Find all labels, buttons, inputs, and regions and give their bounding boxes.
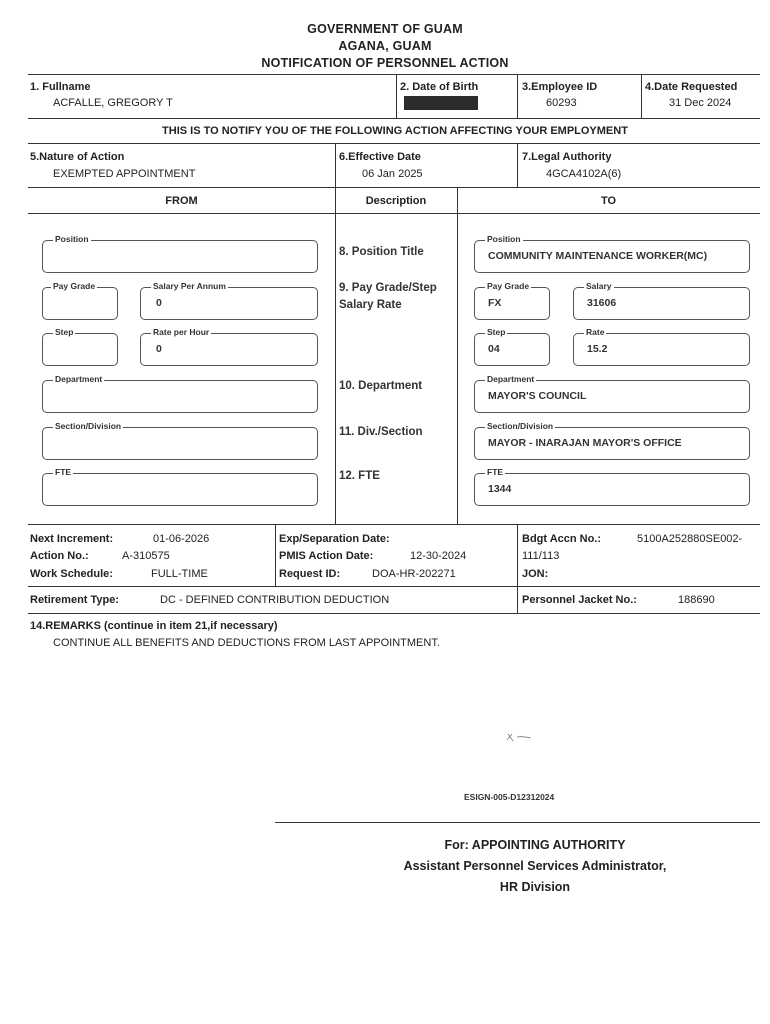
- appointing-authority: For: APPOINTING AUTHORITY: [444, 838, 626, 852]
- authority-division: HR Division: [499, 880, 571, 894]
- divider: [335, 187, 336, 524]
- fullname-label: 1. Fullname: [30, 81, 91, 93]
- work-schedule-value: FULL-TIME: [151, 568, 208, 580]
- divider: [28, 524, 760, 525]
- from-step-field: [42, 327, 118, 366]
- to-step-field: [474, 327, 550, 366]
- to-department-legend: Department: [487, 374, 535, 384]
- notify-banner: THIS IS TO NOTIFY YOU OF THE FOLLOWING ACTION AFFECTING YOUR EMPLOYMENT: [162, 125, 628, 137]
- divider: [28, 586, 760, 587]
- signature-mark: [505, 728, 535, 746]
- from-rate-legend: Rate per Hour: [153, 327, 210, 337]
- signature-line: [275, 822, 760, 823]
- to-salary-value: 31606: [587, 297, 617, 309]
- next-increment-label: Next Increment:: [30, 533, 114, 545]
- date-requested-value: 31 Dec 2024: [669, 97, 732, 109]
- divider: [28, 118, 760, 119]
- desc-pay-grade-step: 9. Pay Grade/Step: [339, 282, 437, 294]
- to-pay-grade-field: [474, 281, 550, 320]
- to-pay-grade-legend: Pay Grade: [487, 281, 530, 291]
- to-salary-field: [573, 281, 750, 320]
- dob-redaction: [404, 96, 478, 110]
- divider: [457, 187, 458, 524]
- jon-label: JON:: [522, 568, 549, 580]
- remarks-text: CONTINUE ALL BENEFITS AND DEDUCTIONS FROM LAST APPOINTMENT.: [53, 637, 440, 649]
- to-rate-legend: Rate: [586, 327, 605, 337]
- request-id-value: DOA-HR-202271: [372, 568, 456, 580]
- from-department-field: [42, 374, 318, 413]
- from-heading: FROM: [165, 195, 198, 207]
- agency-location: AGANA, GUAM: [338, 39, 432, 53]
- retirement-type-value: DC - DEFINED CONTRIBUTION DEDUCTION: [160, 594, 390, 606]
- from-position-legend: Position: [55, 234, 89, 244]
- divider: [517, 74, 518, 118]
- fullname-value: ACFALLE, GREGORY T: [53, 97, 173, 109]
- authority-title: Assistant Personnel Services Administrator,: [403, 859, 667, 873]
- divider: [28, 187, 760, 188]
- to-section-value: MAYOR - INARAJAN MAYOR'S OFFICE: [488, 437, 682, 449]
- legal-authority-value: 4GCA4102A(6): [546, 168, 622, 180]
- from-pay-grade-legend: Pay Grade: [53, 281, 96, 291]
- bdgt-accn-label: Bdgt Accn No.:: [522, 533, 602, 545]
- desc-position-title: 8. Position Title: [339, 246, 424, 258]
- pmis-action-date-value: 12-30-2024: [410, 550, 467, 562]
- next-increment-value: 01-06-2026: [153, 533, 210, 545]
- to-position-field: [474, 234, 750, 273]
- divider: [641, 74, 642, 118]
- from-section-field: [42, 421, 318, 460]
- divider: [396, 74, 397, 118]
- from-rate-field: [140, 327, 318, 366]
- to-salary-legend: Salary: [586, 281, 612, 291]
- divider: [28, 213, 760, 214]
- bdgt-accn-value: 5100A252880SE002-: [637, 533, 743, 545]
- to-position-value: COMMUNITY MAINTENANCE WORKER(MC): [488, 250, 708, 262]
- to-rate-value: 15.2: [587, 343, 608, 355]
- action-no-label: Action No.:: [30, 550, 89, 562]
- to-fte-field: [474, 467, 750, 506]
- nature-of-action-label: 5.Nature of Action: [30, 151, 125, 163]
- from-section-legend: Section/Division: [55, 421, 122, 431]
- from-salary-field: [140, 281, 318, 320]
- to-step-value: 04: [488, 343, 500, 355]
- employee-id-value: 60293: [546, 97, 577, 109]
- desc-div-section: 11. Div./Section: [339, 426, 423, 438]
- to-section-legend: Section/Division: [487, 421, 554, 431]
- to-heading: TO: [600, 195, 617, 207]
- effective-date-label: 6.Effective Date: [339, 151, 421, 163]
- to-pay-grade-value: FX: [488, 297, 502, 309]
- from-salary-legend: Salary Per Annum: [153, 281, 226, 291]
- from-pay-grade-field: [42, 281, 118, 320]
- to-position-legend: Position: [487, 234, 521, 244]
- retirement-type-label: Retirement Type:: [30, 594, 120, 606]
- bdgt-accn-value-cont: 111/113: [522, 550, 560, 562]
- esign-code: ESIGN-005-D12312024: [464, 792, 555, 802]
- action-no-value: A-310575: [122, 550, 170, 562]
- personnel-jacket-label: Personnel Jacket No.:: [522, 594, 637, 606]
- employee-id-label: 3.Employee ID: [522, 81, 598, 93]
- divider: [28, 143, 760, 144]
- to-department-field: [474, 374, 750, 413]
- date-requested-label: 4.Date Requested: [645, 81, 738, 93]
- form-title: NOTIFICATION OF PERSONNEL ACTION: [261, 56, 509, 70]
- personnel-jacket-value: 188690: [678, 594, 715, 606]
- divider: [28, 74, 760, 75]
- effective-date-value: 06 Jan 2025: [362, 168, 423, 180]
- to-rate-field: [573, 327, 750, 366]
- divider: [275, 524, 276, 586]
- legal-authority-label: 7.Legal Authority: [522, 151, 612, 163]
- work-schedule-label: Work Schedule:: [30, 568, 113, 580]
- nature-of-action-value: EXEMPTED APPOINTMENT: [53, 168, 196, 180]
- divider: [517, 524, 518, 613]
- to-fte-value: 1344: [488, 483, 512, 495]
- to-department-value: MAYOR'S COUNCIL: [488, 390, 587, 402]
- agency-title: GOVERNMENT OF GUAM: [307, 22, 463, 36]
- from-rate-value: 0: [156, 343, 162, 355]
- divider: [517, 143, 518, 187]
- remarks-label: 14.REMARKS (continue in item 21,if necessary): [30, 620, 278, 632]
- from-step-legend: Step: [55, 327, 74, 337]
- divider: [28, 613, 760, 614]
- from-fte-field: [42, 467, 318, 506]
- desc-department: 10. Department: [339, 380, 423, 392]
- desc-salary-rate: Salary Rate: [339, 299, 402, 311]
- from-position-field: [42, 234, 318, 273]
- divider: [335, 143, 336, 187]
- from-salary-value: 0: [156, 297, 162, 309]
- exp-separation-label: Exp/Separation Date:: [279, 533, 390, 545]
- from-department-legend: Department: [55, 374, 103, 384]
- dob-label: 2. Date of Birth: [400, 81, 479, 93]
- pmis-action-date-label: PMIS Action Date:: [279, 550, 374, 562]
- description-heading: Description: [365, 195, 427, 207]
- request-id-label: Request ID:: [279, 568, 341, 580]
- to-step-legend: Step: [487, 327, 506, 337]
- from-fte-legend: FTE: [55, 467, 72, 477]
- to-section-field: [474, 421, 750, 460]
- desc-fte: 12. FTE: [339, 470, 380, 482]
- to-fte-legend: FTE: [487, 467, 504, 477]
